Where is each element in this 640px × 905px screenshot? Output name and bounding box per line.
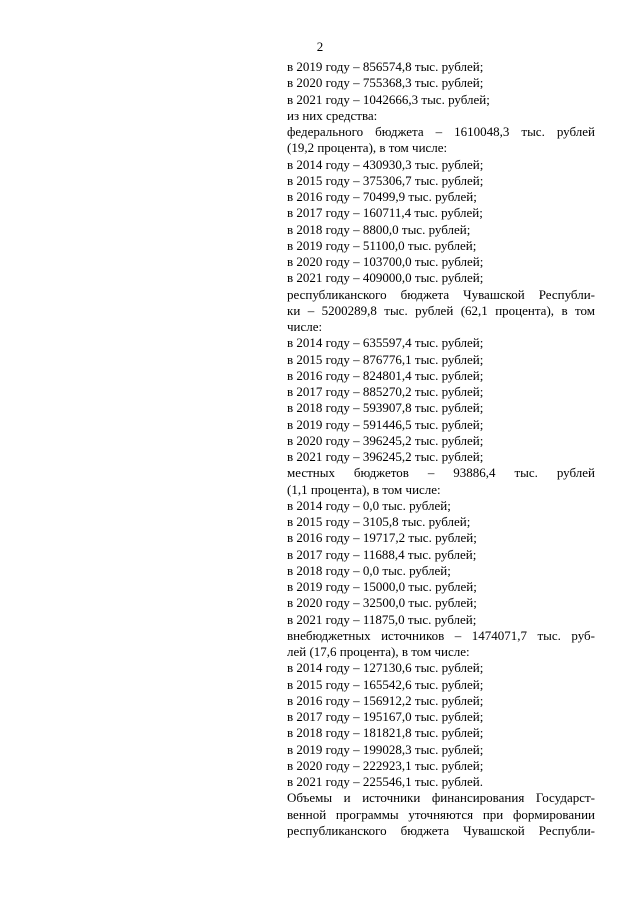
text-line: в 2021 году – 11875,0 тыс. рублей; <box>287 611 477 627</box>
text-line: в 2021 году – 396245,2 тыс. рублей; <box>287 449 484 464</box>
text-line: федерального бюджета – 1610048,3 тыс. рублей <box>287 124 595 139</box>
text-line: в 2017 году – 11688,4 тыс. рублей; <box>287 546 477 562</box>
text-line: в 2015 году – 165542,6 тыс. рублей; <box>287 676 484 692</box>
text-line: в 2016 году – 19717,2 тыс. рублей; <box>287 530 477 546</box>
text-line: в 2018 году – 0,0 тыс. рублей; <box>287 562 451 578</box>
text-line: в 2018 году – 8800,0 тыс. рублей; <box>287 221 471 237</box>
text-line: в 2020 году – 396245,2 тыс. рублей; <box>287 432 484 448</box>
text-line: из них средства: <box>287 107 378 123</box>
text-line: в 2016 году – 824801,4 тыс. рублей; <box>287 367 484 383</box>
text-line: в 2021 году – 225546,1 тыс. рублей. <box>287 774 483 789</box>
text-line: (1,1 процента), в том числе: <box>287 481 441 497</box>
text-line: внебюджетных источников – 1474071,7 тыс. руб- <box>287 627 595 643</box>
text-line: в 2019 году – 15000,0 тыс. рублей; <box>287 579 477 594</box>
text-line: в 2018 году – 181821,8 тыс. рублей; <box>287 725 484 741</box>
text-line: лей (17,6 процента), в том числе: <box>287 644 470 659</box>
document-text-column <box>287 59 595 839</box>
text-line: местных бюджетов – 93886,4 тыс. рублей <box>287 465 595 481</box>
text-line: в 2017 году – 160711,4 тыс. рублей; <box>287 205 483 221</box>
text-line: в 2021 году – 1042666,3 тыс. рублей; <box>287 91 490 107</box>
page-number: 2 <box>316 39 324 54</box>
text-line: республиканского бюджета Чувашской Республи- <box>287 822 595 838</box>
text-line: в 2019 году – 51100,0 тыс. рублей; <box>287 237 477 253</box>
text-line: в 2014 году – 430930,3 тыс. рублей; <box>287 156 484 172</box>
text-line: в 2019 году – 199028,3 тыс. рублей; <box>287 741 484 757</box>
text-line: Объемы и источники финансирования Государст- <box>287 790 595 806</box>
text-line: в 2020 году – 222923,1 тыс. рублей; <box>287 757 484 773</box>
text-line: в 2020 году – 32500,0 тыс. рублей; <box>287 595 477 611</box>
text-line: в 2020 году – 755368,3 тыс. рублей; <box>287 75 484 91</box>
text-line: в 2014 году – 635597,4 тыс. рублей; <box>287 335 484 351</box>
text-line: в 2018 году – 593907,8 тыс. рублей; <box>287 400 484 416</box>
text-line: в 2021 году – 409000,0 тыс. рублей; <box>287 270 484 286</box>
text-line: в 2014 году – 0,0 тыс. рублей; <box>287 497 451 513</box>
text-line: в 2016 году – 156912,2 тыс. рублей; <box>287 692 484 708</box>
text-line: в 2019 году – 856574,8 тыс. рублей; <box>287 59 484 74</box>
text-line: числе: <box>287 319 323 334</box>
text-line: в 2017 году – 885270,2 тыс. рублей; <box>287 384 484 399</box>
text-line: в 2020 году – 103700,0 тыс. рублей; <box>287 254 484 269</box>
text-line: в 2016 году – 70499,9 тыс. рублей; <box>287 189 477 204</box>
text-line: в 2015 году – 876776,1 тыс. рублей; <box>287 351 484 367</box>
text-line: в 2017 году – 195167,0 тыс. рублей; <box>287 709 484 724</box>
text-line: ки – 5200289,8 тыс. рублей (62,1 процента), в том <box>287 302 595 318</box>
text-line: (19,2 процента), в том числе: <box>287 140 448 156</box>
text-line: в 2015 году – 3105,8 тыс. рублей; <box>287 514 471 529</box>
text-line: в 2019 году – 591446,5 тыс. рублей; <box>287 416 484 432</box>
text-line: венной программы уточняются при формировании <box>287 806 595 822</box>
text-line: в 2014 году – 127130,6 тыс. рублей; <box>287 660 484 676</box>
text-line: республиканского бюджета Чувашской Республи- <box>287 286 595 302</box>
text-line: в 2015 году – 375306,7 тыс. рублей; <box>287 172 484 188</box>
